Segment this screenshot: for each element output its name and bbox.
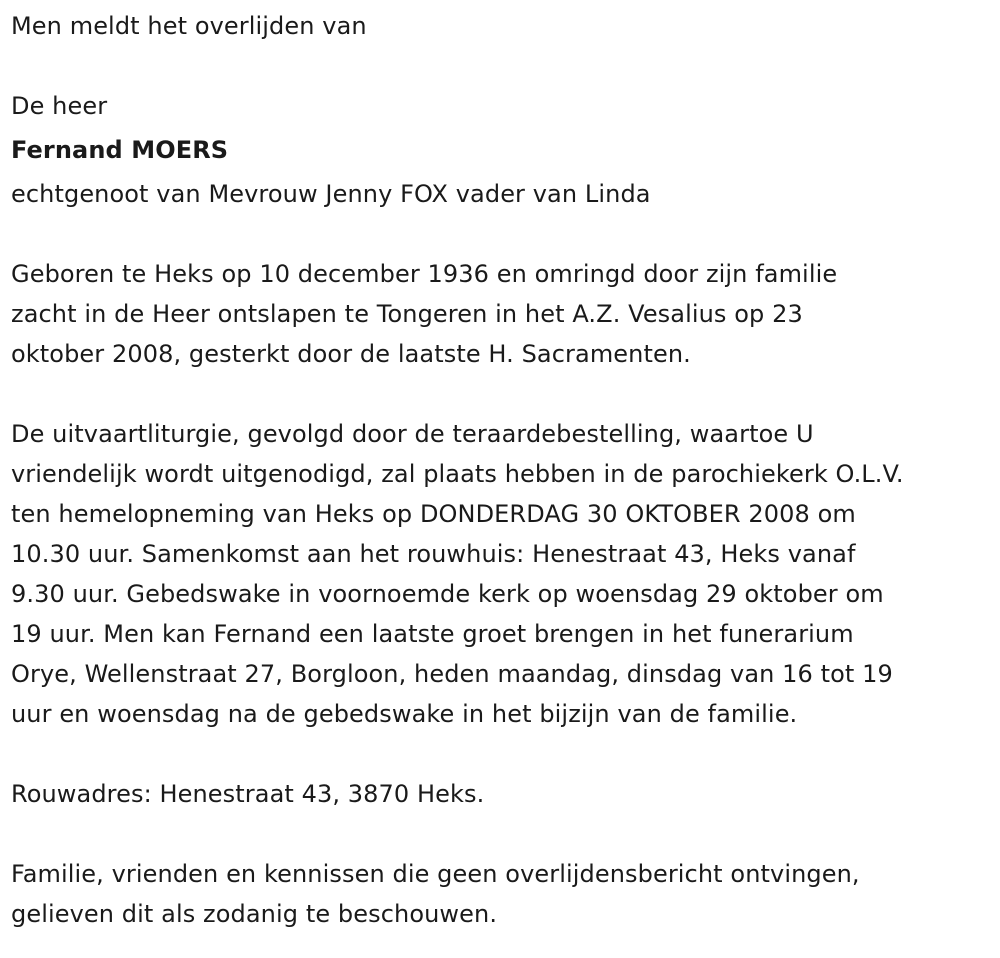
birth-line: Geboren te Heks op 10 december 1936 en omringd door zijn familie: [11, 260, 838, 288]
relations-text: echtgenoot van Mevrouw Jenny FOX vader van Linda: [11, 180, 651, 208]
spacer: [11, 214, 990, 254]
spacer: [11, 374, 990, 414]
closing-line: gelieven dit als zodanig te beschouwen.: [11, 900, 498, 928]
birth-paragraph: [11, 254, 990, 374]
funeral-line: uur en woensdag na de gebedswake in het bijzijn van de familie.: [11, 700, 798, 728]
salutation: De heer: [11, 92, 108, 120]
mourning-address: Rouwadres: Henestraat 43, 3870 Heks.: [11, 780, 485, 808]
closing-line: Familie, vrienden en kennissen die geen overlijdensbericht ontvingen,: [11, 860, 860, 888]
funeral-paragraph: [11, 414, 990, 734]
funeral-line: De uitvaartliturgie, gevolgd door de teraardebestelling, waartoe U: [11, 420, 814, 448]
spacer: [11, 734, 990, 774]
birth-line: oktober 2008, gesterkt door de laatste H. Sacramenten.: [11, 340, 691, 368]
birth-line: zacht in de Heer ontslapen te Tongeren in het A.Z. Vesalius op 23: [11, 300, 803, 328]
spacer: [11, 46, 990, 86]
funeral-line: 9.30 uur. Gebedswake in voornoemde kerk op woensdag 29 oktober om: [11, 580, 884, 608]
funeral-line: ten hemelopneming van Heks op DONDERDAG 30 OKTOBER 2008 om: [11, 500, 856, 528]
deceased-name-line: [11, 126, 990, 174]
spacer: [11, 814, 990, 854]
funeral-line: Orye, Wellenstraat 27, Borgloon, heden maandag, dinsdag van 16 tot 19: [11, 660, 893, 688]
funeral-line: 10.30 uur. Samenkomst aan het rouwhuis: Henestraat 43, Heks vanaf: [11, 540, 856, 568]
closing-paragraph: [11, 854, 990, 934]
intro-text: Men meldt het overlijden van: [11, 12, 367, 40]
deceased-name: Fernand MOERS: [11, 136, 229, 164]
funeral-line: vriendelijk wordt uitgenodigd, zal plaats hebben in de parochiekerk O.L.V.: [11, 460, 904, 488]
funeral-line: 19 uur. Men kan Fernand een laatste groet brengen in het funerarium: [11, 620, 854, 648]
